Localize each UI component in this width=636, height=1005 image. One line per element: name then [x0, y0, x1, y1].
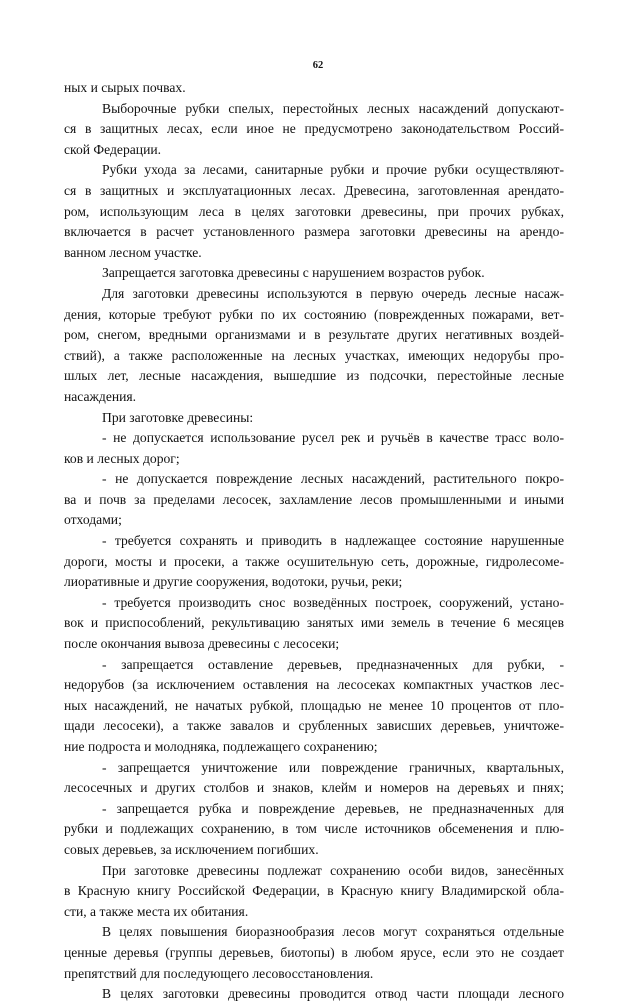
text-line: ценные деревья (группы деревьев, биотопы) в любом ярусе, если это не создает [64, 944, 564, 960]
text-line: включается в расчет установленного размера заготовки древесины на арендо- [64, 224, 564, 240]
text-line: При заготовке древесины подлежат сохранению особи видов, занесённых [102, 862, 564, 878]
text-line: - запрещается рубка и повреждение деревьев, не предназначенных для [102, 800, 564, 816]
text-line: ром, снегом, вредными организмами и в результате других негативных воздей- [64, 327, 564, 343]
text-line: - не допускается использование русел рек и ручьёв в качестве трасс воло- [102, 430, 564, 446]
text-line: - требуется сохранять и приводить в надлежащее состояние нарушенные [102, 533, 564, 549]
text-line: Рубки ухода за лесами, санитарные рубки и прочие рубки осуществляют- [102, 162, 564, 178]
text-line: - не допускается повреждение лесных насаждений, растительного покро- [102, 471, 564, 487]
text-line: Выборочные рубки спелых, перестойных лесных насаждений допускают- [102, 100, 564, 116]
text-line: шлых лет, лесные насаждения, вышедшие из подсочки, перестойные лесные [64, 368, 564, 384]
text-line: сти, а также места их обитания. [64, 903, 249, 919]
text-line: ва и почв за пределами лесосек, захламление лесов промышленными и иными [64, 491, 564, 507]
text-line: ся в защитных лесах, если иное не предусмотрено законодательством Россий- [64, 121, 564, 137]
text-line: совых деревьев, за исключением погибших. [64, 841, 319, 857]
document-body [64, 78, 564, 1005]
text-line: - запрещается уничтожение или повреждение граничных, квартальных, [102, 759, 564, 775]
text-line: в Красную книгу Российской Федерации, в Красную книгу Владимирской обла- [64, 883, 564, 899]
text-line: ром, использующим леса в целях заготовки древесины, при прочих рубках, [64, 203, 564, 219]
text-line: дороги, мосты и просеки, а также осушительную сеть, дорожные, гидролесоме- [64, 553, 564, 569]
text-line: ся в защитных и эксплуатационных лесах. Древесина, заготовленная арендато- [64, 182, 564, 198]
text-line: ской Федерации. [64, 141, 162, 157]
text-line: после окончания вывоза древесины с лесосеки; [64, 636, 340, 652]
text-line: рубки и подлежащих сохранению, в том числе источников обсеменения и плю- [64, 821, 564, 837]
text-line: ков и лесных дорог; [64, 450, 180, 466]
text-line: недорубов (за исключением оставления на лесосеках компактных участков лес- [64, 677, 564, 693]
text-line: ние подроста и молодняка, подлежащего сохранению; [64, 739, 378, 754]
text-line: В целях заготовки древесины проводится отвод части площади лесного [102, 986, 564, 1002]
text-line: дения, которые требуют рубки по их состоянию (поврежденных пожарами, вет- [64, 306, 564, 322]
text-line: Запрещается заготовка древесины с нарушением возрастов рубок. [102, 265, 485, 281]
text-line: ствий), а также расположенные на лесных участках, имеющих недорубы про- [64, 347, 564, 363]
text-line: В целях повышения биоразнообразия лесов могут сохраняться отдельные [102, 924, 564, 940]
text-line: - запрещается оставление деревьев, предназначенных для рубки, - [102, 656, 564, 672]
page-number: 62 [312, 60, 324, 71]
text-line: При заготовке древесины: [102, 409, 254, 425]
text-line: ных и сырых почвах. [64, 80, 186, 95]
text-line: лесосечных и других столбов и знаков, клейм и номеров на деревьях и пнях; [64, 780, 564, 796]
text-line: насаждения. [64, 388, 137, 404]
text-line: ных насаждений, не начатых рубкой, площадью не менее 10 процентов от пло- [64, 697, 564, 713]
text-line: отходами; [64, 512, 122, 528]
text-line: Для заготовки древесины используются в первую очередь лесные насаж- [102, 285, 564, 301]
text-line: щади лесосеки), а также завалов и срубленных зависших деревьев, уничтоже- [64, 718, 564, 734]
text-line: - требуется производить снос возведённых построек, сооружений, устано- [102, 594, 564, 610]
text-line: препятствий для последующего лесовосстановления. [64, 965, 374, 981]
text-line: лиоративные и другие сооружения, водотоки, ручьи, реки; [64, 574, 403, 590]
text-line: вок и приспособлений, рекультивацию занятых ими земель в течение 6 месяцев [64, 615, 564, 631]
text-line: ванном лесном участке. [64, 244, 202, 260]
